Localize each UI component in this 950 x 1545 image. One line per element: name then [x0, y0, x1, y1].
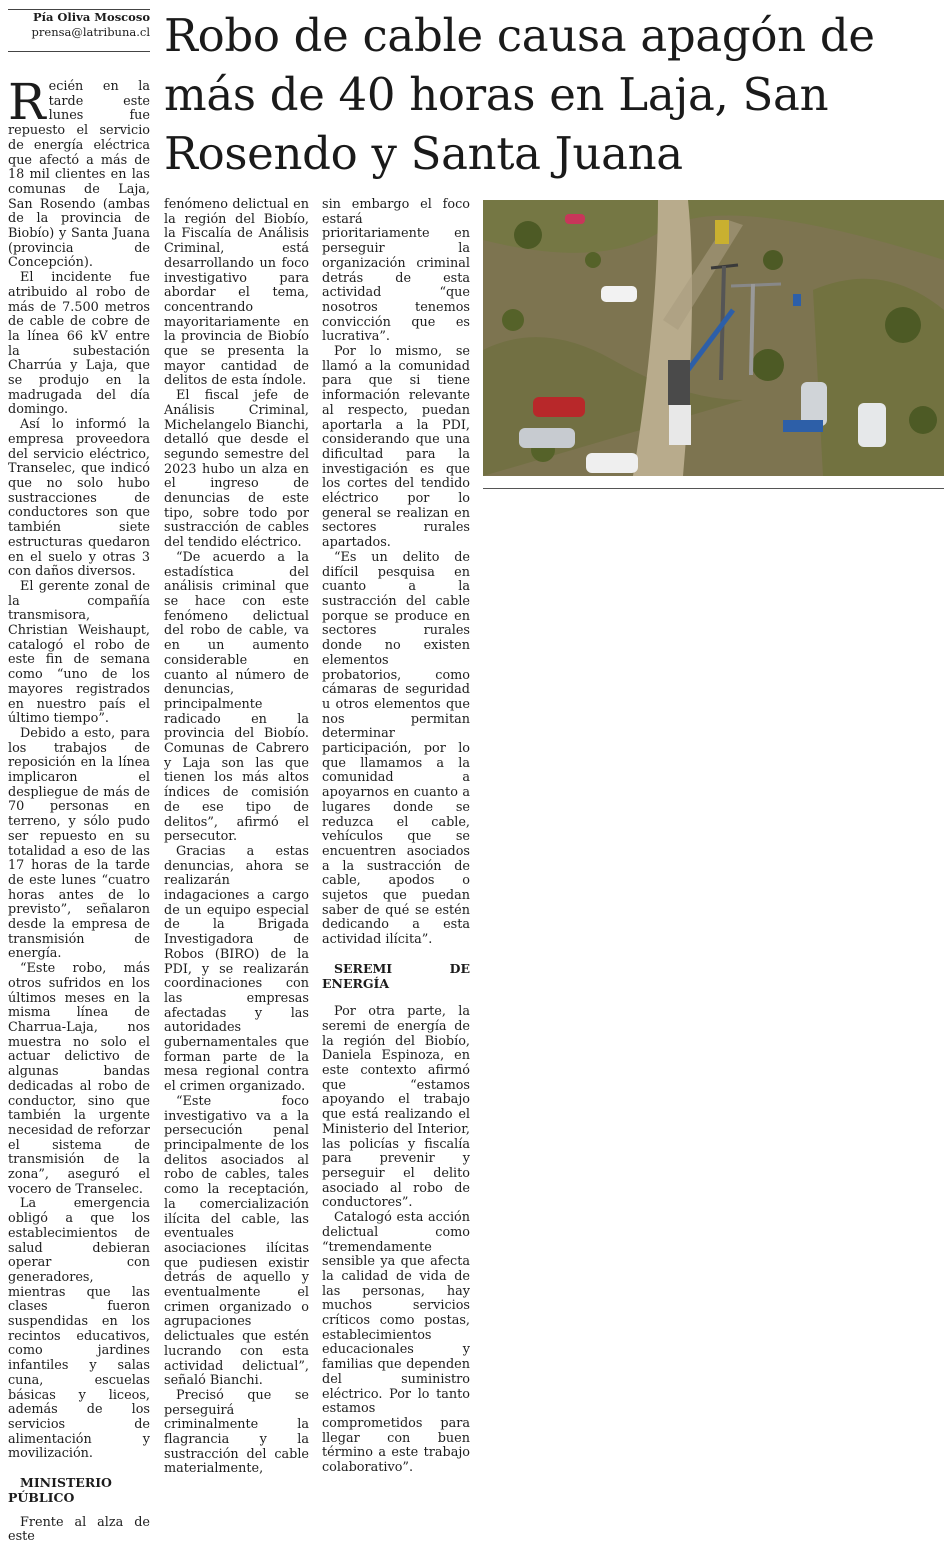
paragraph: Frente al alza de este — [8, 1514, 150, 1545]
byline-bottom-rule — [8, 51, 150, 52]
paragraph: La emergencia obligó a que los establecimientos de salud debieran operar con generadores, mientras que las clases fueron suspendidas en los recintos educativos, como jardines infantiles y salas cuna, escuelas básicas y liceos, además de los servicios de alimentación y movilización. — [8, 1196, 150, 1462]
paragraph: Catalogó esta acción delictual como “tremendamente sensible ya que afecta la calidad de vida de las personas, hay muchos servicios críticos como postas, establecimientos educacionales y familias que dependen del suministro eléctrico. Por lo tanto estamos comprometidos para llegar con buen término a este trabajo colaborativo”. — [322, 1210, 470, 1476]
byline-email[interactable]: prensa@latribuna.cl — [31, 25, 150, 39]
paragraph: “Este robo, más otros sufridos en los últimos meses en la misma línea de Charrua-Laja, nos muestra no solo el actuar delictivo de algunas bandas dedicadas al robo de conductor, sino que también la urgente necesidad de reforzar el sistema de transmisión de la zona”, aseguró el vocero de Transelec. — [8, 961, 150, 1197]
paragraph: Debido a esto, para los trabajos de reposición en la línea implicaron el despliegue de más de 70 personas en terreno, y sólo pudo ser repuesto en su totalidad a eso de las 17 horas de la tarde de este lunes “cuatro horas antes de lo previsto”, señalaron desde la empresa de transmisión de energía. — [8, 725, 150, 962]
paragraph: Por lo mismo, se llamó a la comunidad para que si tiene información relevante al respecto, puedan aportarla a la PDI, considerando que una dificultad para la investigación es que los cortes del tendido eléctrico por lo general se realizan en sectores rurales apartados. — [322, 344, 470, 551]
paragraph: Precisó que se perseguirá criminalmente la flagrancia y la sustracción del cable materialmente, — [164, 1387, 309, 1477]
news-photo — [483, 200, 944, 476]
paragraph: Así lo informó la empresa proveedora del servicio eléctrico, Transelec, que indicó que no solo hubo sustracciones de conductores son que también siete estructuras quedaron en el suelo y otras 3 con daños diversos. — [8, 417, 150, 580]
aerial-photo-illustration — [483, 200, 944, 476]
paragraph: El fiscal jefe de Análisis Criminal, Michelangelo Bianchi, detalló que desde el segundo semestre del 2023 hubo un alza en el ingreso de denuncias de este tipo, sobre todo por sustracción de cables del tendido eléctrico. — [164, 388, 309, 551]
article-column-3 — [322, 198, 470, 1476]
drop-cap: R — [8, 73, 46, 131]
paragraph: El gerente zonal de la compañía transmisora, Christian Weishaupt, catalogó el robo de este fin de semana como “uno de los mayores registrados en nuestro país el último tiempo”. — [8, 578, 150, 727]
subhead-ministerio-publico: MINISTERIO PÚBLICO — [8, 1475, 112, 1505]
byline — [8, 10, 150, 40]
byline-author: Pía Oliva Moscoso — [32, 10, 150, 24]
paragraph: fenómeno delictual en la región del Biobío, la Fiscalía de Análisis Criminal, está desarrollando un foco investigativo para abordar el tema, concentrando mayoritariamente en la provincia de Biobío que se presenta la mayor cantidad de delitos de esta índole. — [164, 197, 309, 389]
paragraph: Gracias a estas denuncias, ahora se realizarán indagaciones a cargo de un equipo especial de la Brigada Investigadora de Robos (BIRO) de la PDI, y se realizarán coordinaciones con las empresas afectadas y las autoridades gubernamentales que forman parte de la mesa regional contra el crimen organizado. — [164, 843, 309, 1095]
paragraph: “De acuerdo a la estadística del análisis criminal que se hace con este fenómeno delictual del robo de cable, va en un aumento considerable en cuanto al número de denuncias, principalmente radicado en la provincia del Biobío. Comunas de Cabrero y Laja son las que tienen los más altos índices de comisión de ese tipo de delitos”, afirmó el persecutor. — [164, 549, 309, 845]
subhead-seremi-energia: SEREMI DE ENERGÍA — [322, 960, 470, 991]
paragraph: El incidente fue atribuido al robo de más de 7.500 metros de cable de cobre de la línea 66 kV entre la subestación Charrúa y Laja, que se produjo en la madrugada del día domingo. — [8, 270, 150, 418]
paragraph: “Este foco investigativo va a la persecución penal principalmente de los delitos asociados al robo de cables, tales como la receptación, la comercialización ilícita del cable, las eventuales asociaciones ilícitas que pudiesen existir detrás de aquello y eventualmente el crimen organizado o agrupaciones delictuales que estén lucrando con esta actividad delictual”, señaló Bianchi. — [164, 1093, 309, 1389]
photo-bottom-rule — [483, 488, 944, 489]
paragraph: Por otra parte, la seremi de energía de la región del Biobío, Daniela Espinoza, en este contexto afirmó que “estamos apoyando el trabajo que está realizando el Ministerio del Interior, las policías y fiscalía para prevenir y perseguir el delito asociado al robo de conductores”. — [322, 1004, 470, 1211]
article-column-2 — [164, 198, 309, 1477]
lead-paragraph-text: ecién en la tarde este lunes fue repuesto el servicio de energía eléctrica que afectó a más de 18 mil clientes en las comunas de Laja, San Rosendo (ambas de la provincia de Biobío) y Santa Juana (provincia de Concepción). — [8, 79, 150, 271]
paragraph: “Es un delito de difícil pesquisa en cuanto a la sustracción del cable porque se produce en sectores rurales donde no existen elementos probatorios, como cámaras de seguridad u otros elementos que nos permitan determinar participación, por lo que llamamos a la comunidad a apoyarnos en cuanto a lugares donde se reduzca el cable, vehículos que se encuentren asociados a la sustracción de cable, apodos o sujetos que puedan saber de qué se estén dedicando a esta actividad ilícita”. — [322, 549, 470, 948]
lead-paragraph — [8, 73, 150, 271]
article-column-1 — [8, 73, 150, 1545]
headline: Robo de cable causa apagón de más de 40 horas en Laja, San Rosendo y Santa Juana — [164, 9, 875, 180]
paragraph: sin embargo el foco estará prioritariamente en perseguir la organización criminal detrás de esta actividad “que nosotros tenemos convicción que es lucrativa”. — [322, 197, 470, 345]
